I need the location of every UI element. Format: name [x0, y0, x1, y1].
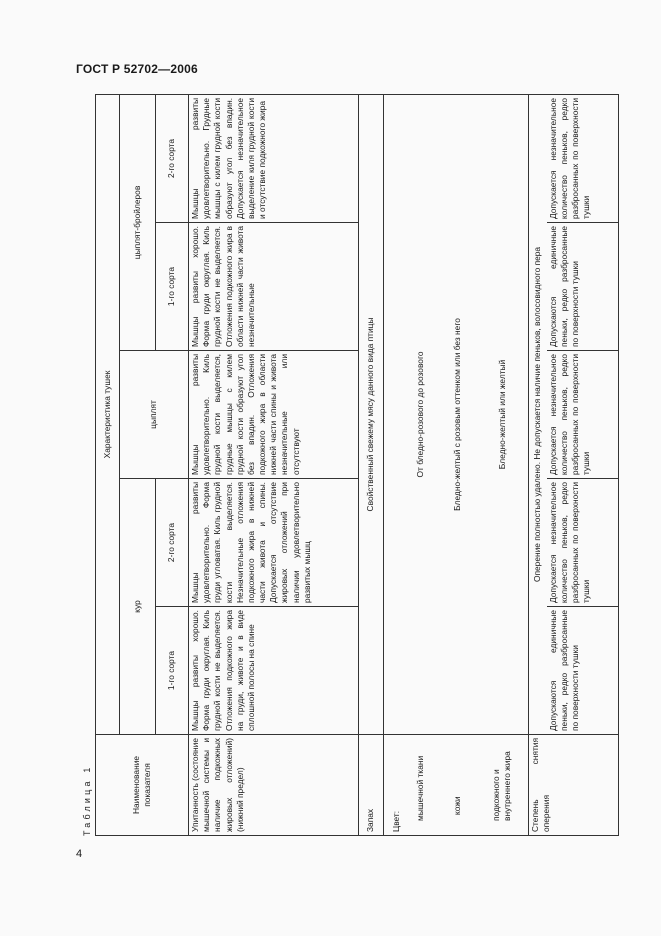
header-group-broiler: цыплят-бройлеров — [120, 94, 156, 350]
header-grade-2-kur: 2-го сорта — [156, 479, 189, 607]
row-color-fat-value: Бледно-желтый или желтый — [477, 94, 529, 734]
row-muscle-kur2: Мышцы развиты удовлетворительно. Форма груди угловатая. Киль грудной кости выделяется. Незначительные отложения подкожного жира в нижней части живота и спины. Допускается отсутствие жировых отложений при наличии удовлетворительно развитых мышц — [189, 479, 359, 607]
header-grade-2-broiler: 2-го сорта — [156, 94, 189, 222]
rotated-table-area — [82, 95, 602, 836]
row-color-name: Цвет: — [384, 735, 404, 836]
row-color-fat-name: подкожного и внутреннего жира — [477, 735, 529, 836]
row-muscle-name: Упитанность (состояние мышечной системы и наличие подкожных жировых отложений) (нижний предел) — [189, 735, 359, 836]
row-muscle-kur1: Мышцы развиты хорошо. Форма груди округлая. Киль грудной кости не выделяется. Отложения подкожного жира на груди, животе и в виде сплошной полосы на спине — [189, 607, 359, 735]
row-feather-broiler2: Допускается незначительное количество пеньков, редко разбросанных по поверхности тушки — [547, 94, 619, 222]
header-group-tsyplyat: цыплят — [120, 351, 189, 479]
row-feather-tsyplyat: Допускается незначительное количество пеньков, редко разбросанных по поверхности тушки — [547, 351, 619, 479]
row-feather-kur1: Допускаются единичные пеньки, редко разбросанные по поверхности тушки — [547, 607, 619, 735]
row-color-muscle-name: мышечной ткани — [404, 735, 439, 836]
row-smell-name: Запах — [359, 735, 384, 836]
header-indicator-name: Наименование показателя — [96, 735, 189, 836]
row-feather-broiler1: Допускаются единичные пеньки, редко разбросанные по поверхности тушки — [547, 223, 619, 351]
row-muscle-broiler2: Мышцы развиты удовлетворительно. Грудные мышцы с килем грудной кости образуют угол без впадин. Допускается незначительное выделение киля грудной кости и отсутствие подкожного жира — [189, 94, 359, 222]
quality-table — [95, 94, 619, 836]
row-muscle-broiler1: Мышцы развиты хорошо. Форма груди округлая. Киль грудной кости не выделяется. Отложения подкожного жира в области нижней части живота незначительные — [189, 223, 359, 351]
row-muscle-tsyplyat: Мышцы развиты удовлетворительно. Киль грудной кости выделяется, грудные мышцы с килем грудной кости образуют угол без впадин. Отложения подкожного жира в области нижней части спины и живота незначительные или отсутствуют — [189, 351, 359, 479]
header-grade-1-kur: 1-го сорта — [156, 607, 189, 735]
row-color-skin-value: Бледно-желтый с розовым оттенком или без него — [439, 94, 477, 734]
row-smell-value: Свойственный свежему мясу данного вида птицы — [359, 94, 384, 734]
row-feather-span: Оперение полностью удалено. Не допускается наличие пеньков, волосовидного пера — [529, 94, 547, 734]
table-caption: Таблица 1 — [82, 764, 92, 836]
page-number: 4 — [76, 848, 83, 860]
header-characteristics: Характеристика тушек — [96, 94, 120, 734]
row-feather-name: Степень снятия оперения — [529, 735, 619, 836]
row-color-spacer — [384, 94, 404, 734]
row-color-muscle-value: От бледно-розового до розового — [404, 94, 439, 734]
document-header: ГОСТ Р 52702—2006 — [76, 62, 198, 76]
header-grade-1-broiler: 1-го сорта — [156, 223, 189, 351]
row-color-skin-name: кожи — [439, 735, 477, 836]
row-feather-kur2: Допускается незначительное количество пеньков, редко разбросанных по поверхности тушки — [547, 479, 619, 607]
header-group-kur: кур — [120, 479, 156, 735]
